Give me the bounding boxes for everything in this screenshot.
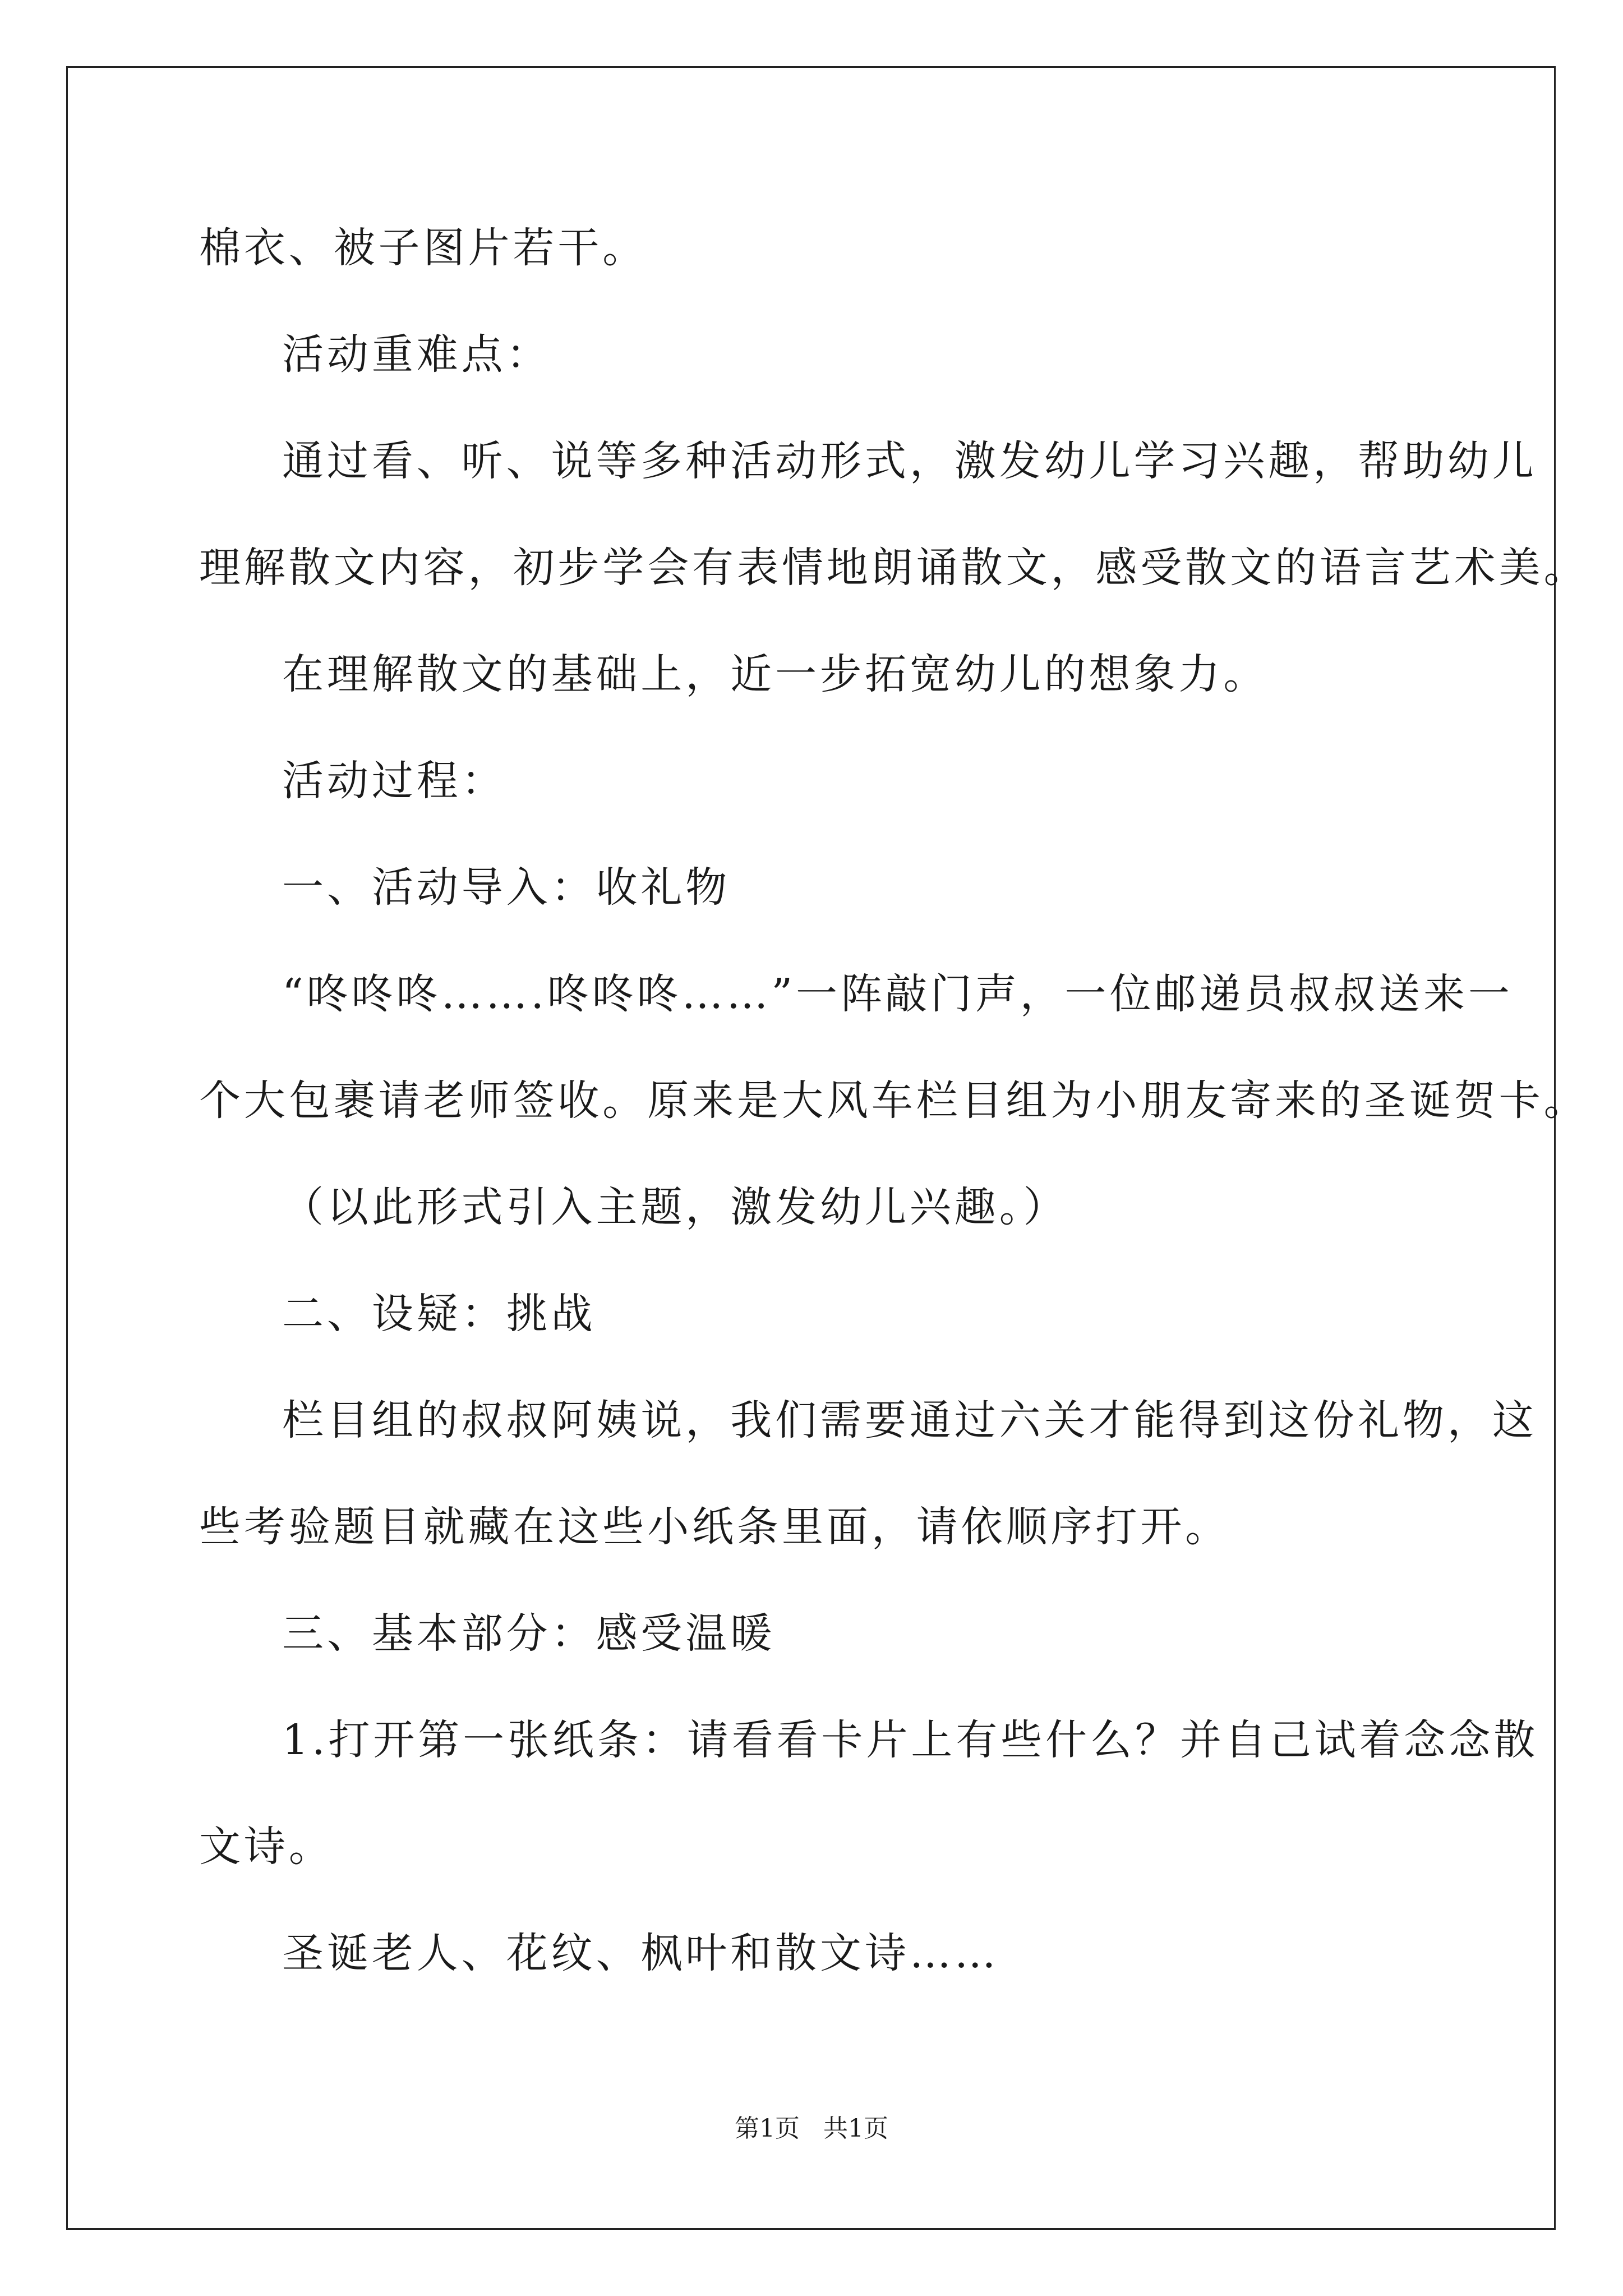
page-border (66, 66, 1556, 2230)
text-line: （以此形式引入主题，激发幼儿兴趣。） (282, 1183, 1068, 1231)
text-line: 在理解散文的基础上，近一步拓宽幼儿的想象力。 (282, 650, 1269, 698)
text-line: “咚咚咚…….咚咚咚……”一阵敲门声，一位邮递员叔叔送来一 (282, 970, 1513, 1018)
section-heading: 活动过程： (282, 757, 506, 805)
text-line: 文诗。 (199, 1823, 334, 1871)
text-line: 1.打开第一张纸条：请看看卡片上有些什么？并自己试着念念散 (282, 1716, 1539, 1764)
section-heading: 三、基本部分：感受温暖 (282, 1609, 776, 1658)
page-number-footer: 第1页 共1页 (735, 2114, 888, 2143)
text-line: 些考验题目就藏在这些小纸条里面，请依顺序打开。 (199, 1503, 1230, 1551)
text-line: 棉衣、被子图片若干。 (199, 224, 648, 272)
text-line: 个大包裹请老师签收。原来是大风车栏目组为小朋友寄来的圣诞贺卡。 (199, 1076, 1589, 1125)
section-heading: 二、设疑：挑战 (282, 1290, 596, 1338)
text-line: 栏目组的叔叔阿姨说，我们需要通过六关才能得到这份礼物，这 (282, 1396, 1537, 1444)
text-line: 通过看、听、说等多种活动形式，激发幼儿学习兴趣，帮助幼儿 (282, 437, 1537, 485)
section-heading: 活动重难点： (282, 330, 551, 379)
section-heading: 一、活动导入：收礼物 (282, 863, 731, 912)
text-line: 圣诞老人、花纹、枫叶和散文诗…… (282, 1929, 999, 1977)
text-line: 理解散文内容，初步学会有表情地朗诵散文，感受散文的语言艺术美。 (199, 544, 1589, 592)
